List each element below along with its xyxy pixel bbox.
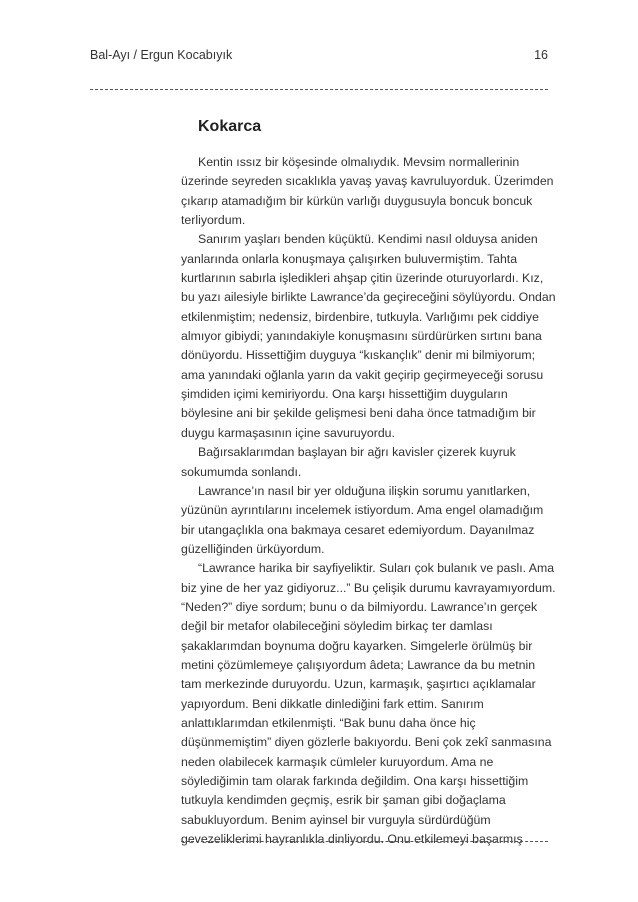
text-line: anlattıklarımdan etkilenmişti. “Bak bunu daha önce hiç [181, 715, 476, 730]
text-line: neden olabilecek karmaşık cümleler kuruyordum. Ama ne [181, 754, 494, 769]
text-line: söylediğimin tam olarak farkında değildim. Ona karşı hissettiğim [181, 774, 529, 788]
header-divider [90, 89, 548, 90]
text-line: metini çözümlemeye çalışıyordum âdeta; Lawrance da bu metnin [181, 657, 536, 672]
text-line: “Lawrance harika bir sayfiyeliktir. Suları çok bulanık ve paslı. Ama [198, 561, 555, 576]
text-line: çıkarıp atamadığım bir kürkün varlığı duygusuyla boncuk boncuk [181, 193, 533, 208]
text-line: üzerinde seyreden sıcaklıkla yavaş yavaş kavruluyorduk. Üzerimden [181, 174, 554, 189]
text-line: sokumumda sonlandı. [181, 464, 302, 479]
text-line: güzelliğinden ürküyordum. [181, 541, 325, 556]
chapter-title: Kokarca [198, 118, 262, 135]
text-line: tutkuyla kendimden geçmiş, esrik bir şaman gibi doğaçlama [181, 793, 506, 808]
text-line: kurtlarının sabırla işledikleri ahşap çitin üzerinde oturuyorlardı. Kız, [181, 271, 544, 286]
text-line: dönüyordu. Hissettiğim duyguya “kıskançlık” denir mi bilmiyorum; [181, 348, 536, 363]
text-line: ama yanındaki oğlanla yarın da vakit geçirip geçirmeyeceği sorusu [181, 367, 544, 382]
text-line: düşünmemiştim” diyen gözlerle bakıyordu. Beni çok zekî sanmasına [181, 735, 552, 750]
text-line: gevezeliklerimi hayranlıkla dinliyordu. Onu etkilemeyi başarmış [181, 832, 523, 847]
text-line: şimdiden içimi kemiriyordu. Ona karşı hissettiğim duyguların [181, 387, 508, 402]
text-line: Kentin ıssız bir köşesinde olmalıydık. Mevsim normallerinin [198, 155, 520, 169]
text-line: Bağırsaklarımdan başlayan bir ağrı kavisler çizerek kuyruk [198, 445, 516, 460]
body-text [181, 153, 556, 849]
text-line: tam merkezinde duruyordu. Uzun, karmaşık, şaşırtıcı açıklamalar [181, 677, 536, 692]
text-line: almıyor gibiydi; yanındakiyle konuşmasını sürdürürken sırtını bana [181, 329, 542, 344]
text-line: şakaklarımdan boynuma doğru kayarken. Simgelerle örülmüş bir [181, 638, 533, 653]
text-line: “Neden?” diye sordum; bunu o da bilmiyordu. Lawrance’ın gerçek [181, 599, 538, 614]
text-line: böylesine ani bir şekilde gelişmesi beni daha önce tatmadığım bir [181, 406, 536, 421]
text-line: bir utangaçlıkla ona bakmaya cesaret edemiyordum. Dayanılmaz [181, 522, 535, 537]
text-line: duygu karmaşasının içine savuruyordu. [181, 425, 395, 440]
text-line: yapıyordum. Beni dikkatle dinlediğini fark ettim. Sanırım [181, 696, 484, 711]
footer-divider [181, 841, 548, 842]
text-line: sabukluyordum. Benim ayinsel bir vurguyla sürdürdüğüm [181, 812, 491, 827]
text-line: biz yine de her yaz gidiyoruz...” Bu çelişik durumu kavrayamıyordum. [181, 580, 556, 595]
text-line: Lawrance’ın nasıl bir yer olduğuna ilişkin sorumu yanıtlarken, [198, 483, 531, 498]
text-line: terliyordum. [181, 213, 246, 228]
page-number: 16 [534, 48, 548, 62]
text-line: değil bir metafor olabileceğini söyledim birkaç ter damlası [181, 619, 493, 634]
text-line: Sanırım yaşları benden küçüktü. Kendimi nasıl olduysa aniden [198, 232, 538, 247]
text-line: yanlarında onlarla konuşmaya çalışırken buluvermiştim. Tahta [181, 251, 518, 266]
text-line: yüzünün ayrıntılarını incelemek istiyordum. Ama engel olamadığım [181, 503, 544, 518]
text-line: etkilenmiştim; nedensiz, birdenbire, tutkuyla. Varlığımı pek ciddiye [181, 309, 539, 324]
text-line: bu yazı ailesiyle birlikte Lawrance’da geçireceğini söylüyordu. Ondan [181, 290, 556, 305]
running-head: Bal-Ayı / Ergun Kocabıyık [90, 48, 233, 62]
